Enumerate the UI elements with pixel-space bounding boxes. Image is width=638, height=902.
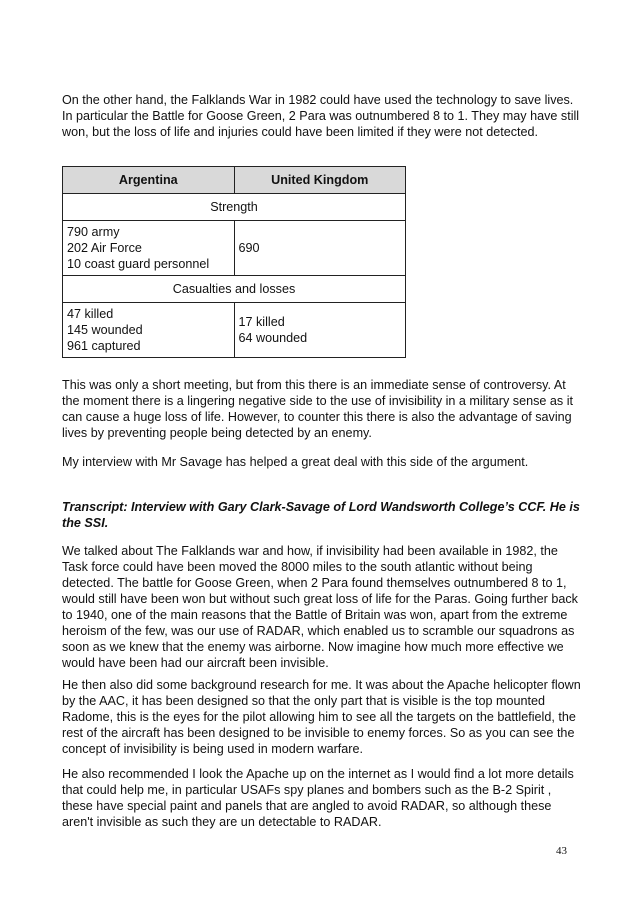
falklands-paragraph: We talked about The Falklands war and how, if invisibility had been available in 1982, the Task force could have been moved the 8000 miles to the south atlantic without being detected. The battle for Goose Green, when 2 Para found themselves outnumbered 8 to 1, would still have been won but without such great loss of life for the Paras. Going further back to 1940, one of the main reasons that the Battle of Britain was won, apart from the extreme heroism of the few, was our use of RADAR, which enabled us to scramble our squadrons as soon as we knew that the enemy was airborne. Now imagine how much more effective we would have been had our aircraft been invisible. [62,544,578,670]
falklands-comparison-table [62,166,406,358]
casualties-uk-cell [234,303,406,358]
casualties-label: Casualties and losses [63,276,406,303]
strength-uk-cell: 690 [234,221,406,276]
strength-argentina-line: 202 Air Force [67,241,142,255]
strength-argentina-cell [63,221,235,276]
header-united-kingdom: United Kingdom [234,167,406,194]
strength-argentina-line: 790 army [67,225,120,239]
table-row [63,303,406,358]
recommend-paragraph: He also recommended I look the Apache up on the internet as I would find a lot more details that could help me, in particular USAFs spy planes and bombers such as the B-2 Spirit , these have special paint and panels that are angled to avoid RADAR, so although these aren't invisible as such they are un detectable to RADAR. [62,767,574,829]
intro-paragraph: On the other hand, the Falklands War in 1982 could have used the technology to save lives. In particular the Battle for Goose Green, 2 Para was outnumbered 8 to 1. They may have still won, but the loss of life and injuries could have been limited if they were not detected. [62,93,580,139]
casualties-argentina-line: 47 killed [67,307,114,321]
apache-paragraph: He then also did some background research for me. It was about the Apache helicopter flown by the AAC, it has been designed so that the only part that is visible is the top mounted Radome, this is the eyes for the pilot allowing him to see all the targets on the battlefield, the rest of the aircraft has been designed to be invisible to enemy forces. So as you can see the concept of invisibility is being used in modern warfare. [62,678,581,756]
interview-help-paragraph: My interview with Mr Savage has helped a great deal with this side of the argument. [62,455,529,469]
casualties-uk-line: 64 wounded [238,331,308,345]
casualties-argentina-line: 145 wounded [67,323,143,337]
table-header-row [63,167,406,194]
strength-label: Strength [63,194,406,221]
header-argentina: Argentina [63,167,235,194]
page-number: 43 [556,845,567,857]
meeting-paragraph: This was only a short meeting, but from this there is an immediate sense of controversy. At the moment there is a lingering negative side to the use of invisibility in a military sense as it can cause a huge loss of life. However, to counter this there is also the advantage of saving lives by preventing people being detected by an enemy. [62,378,573,440]
casualties-argentina-line: 961 captured [67,339,141,353]
strength-argentina-line: 10 coast guard personnel [67,257,210,271]
table-row [63,194,406,221]
table-row [63,276,406,303]
casualties-uk-line: 17 killed [238,315,285,329]
casualties-argentina-cell [63,303,235,358]
transcript-heading: Transcript: Interview with Gary Clark-Savage of Lord Wandsworth College’s CCF. He is the SSI. [62,500,580,530]
table-row [63,221,406,276]
